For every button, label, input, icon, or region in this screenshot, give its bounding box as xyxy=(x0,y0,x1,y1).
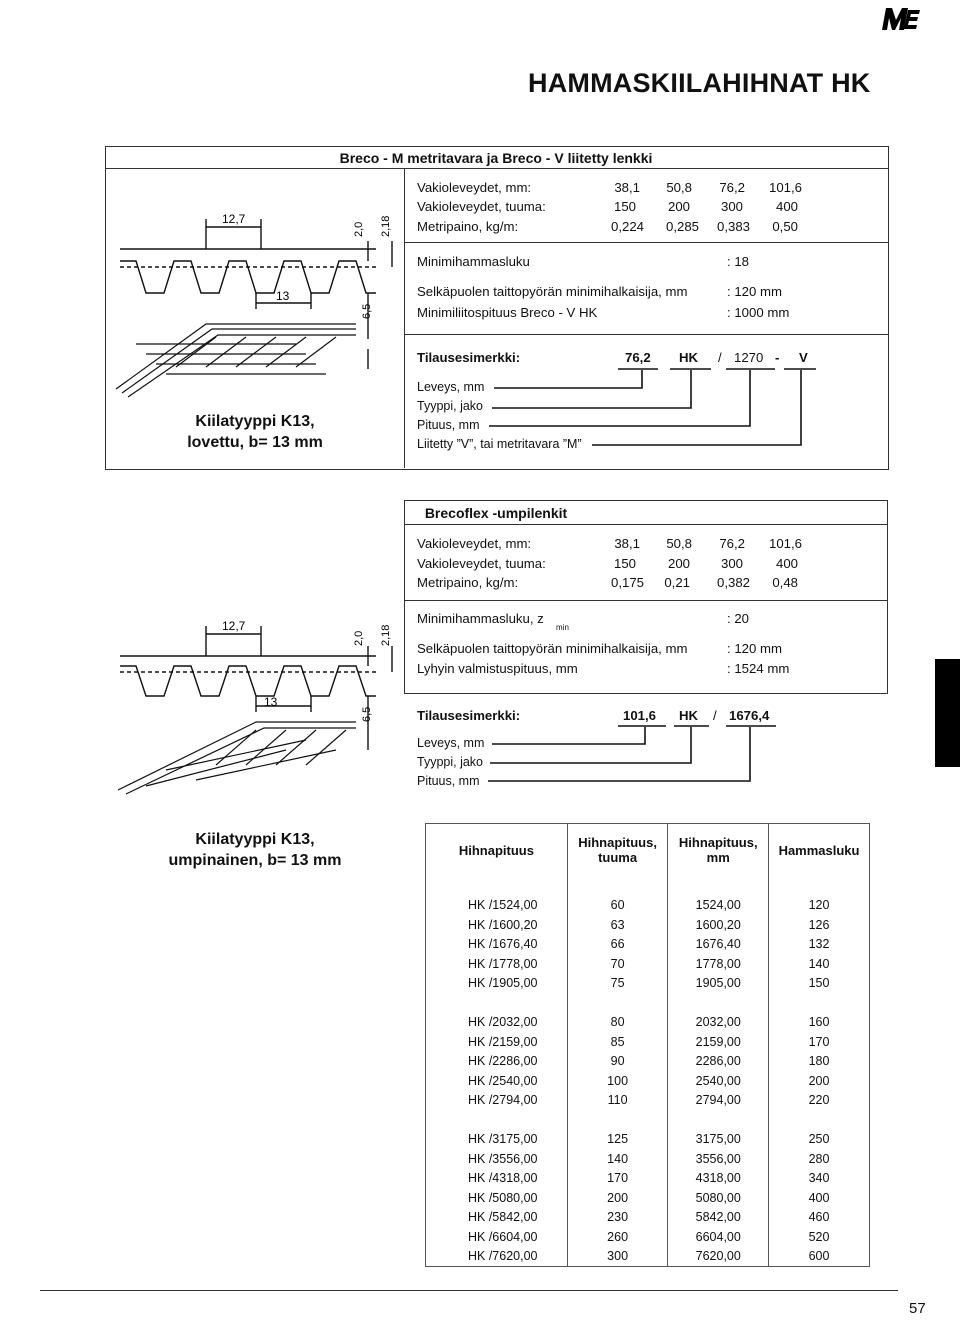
belt-diagram-notched xyxy=(106,169,403,399)
order-slash: / xyxy=(718,350,722,365)
table-row: HK /1905,00 75 1905,00 150 xyxy=(426,974,870,994)
section2-header: Brecoflex -umpilenkit xyxy=(424,505,568,521)
section-tab-marker xyxy=(935,659,960,767)
section2-row-label: Vakioleveydet, tuuma: xyxy=(417,556,546,571)
col-header: Hammasluku xyxy=(769,824,870,877)
legend-item: Tyyppi, jako xyxy=(417,755,484,769)
spec-label: Minimihammasluku xyxy=(417,254,530,269)
table-row: HK /1778,00 70 1778,00 140 xyxy=(426,954,870,974)
order-connector-lines xyxy=(404,360,888,460)
table-row: HK /2032,00 80 2032,00 160 xyxy=(426,1013,870,1033)
order-dash: - xyxy=(775,350,780,365)
section1-row-label: Vakioleveydet, tuuma: xyxy=(417,199,546,214)
section1-row-label: Vakioleveydet, mm: xyxy=(417,180,532,195)
company-logo xyxy=(880,4,922,32)
order-label: Tilausesimerkki: xyxy=(417,350,521,365)
col-header: Hihnapituus xyxy=(426,824,568,877)
table-row: HK /3175,00 125 3175,00 250 xyxy=(426,1130,870,1150)
page-title: HAMMASKIILAHIHNAT HK xyxy=(528,68,871,98)
svg-text:ME: ME xyxy=(880,4,882,5)
spec-label: Minimiliitospituus Breco - V HK xyxy=(417,305,598,320)
belt-diagram-solid xyxy=(106,600,403,800)
order-label: Tilausesimerkki: xyxy=(417,708,521,723)
table-row: HK /4318,00 170 4318,00 340 xyxy=(426,1169,870,1189)
section2-caption: Kiilatyyppi K13, umpinainen, b= 13 mm xyxy=(168,831,342,869)
svg-text:6,5: 6,5 xyxy=(361,303,373,319)
table-row: HK /5080,00 200 5080,00 400 xyxy=(426,1188,870,1208)
legend-item: Pituus, mm xyxy=(417,774,480,788)
spec-label: Minimihammasluku, z xyxy=(417,611,544,626)
order-slash: / xyxy=(713,708,717,723)
table-row: HK /2540,00 100 2540,00 200 xyxy=(426,1071,870,1091)
table-row: HK /3556,00 140 3556,00 280 xyxy=(426,1149,870,1169)
table-row: HK /1600,20 63 1600,20 126 xyxy=(426,915,870,935)
spec-label: Selkäpuolen taittopyörän minimihalkaisija, mm xyxy=(417,284,688,299)
table-row: HK /5842,00 230 5842,00 460 xyxy=(426,1208,870,1228)
legend-item: Tyyppi, jako xyxy=(417,399,484,413)
section2-row-label: Vakioleveydet, mm: xyxy=(417,536,532,551)
table-row: HK /6604,00 260 6604,00 520 xyxy=(426,1227,870,1247)
col-header: Hihnapituus, tuuma xyxy=(567,824,668,877)
table-row: HK /7620,00 300 7620,00 600 xyxy=(426,1247,870,1267)
svg-text:13: 13 xyxy=(276,289,290,303)
legend-item: Leveys, mm xyxy=(417,380,485,394)
legend-item: Leveys, mm xyxy=(417,736,485,750)
svg-text:2,18: 2,18 xyxy=(380,624,392,646)
order-width: 101,6 xyxy=(623,708,657,723)
order-type: HK xyxy=(679,350,699,365)
spec-value: : 20 xyxy=(727,611,749,626)
footer-rule xyxy=(40,1290,898,1291)
svg-text:6,5: 6,5 xyxy=(361,706,373,722)
svg-text:2,0: 2,0 xyxy=(353,221,365,237)
svg-text:2,18: 2,18 xyxy=(380,215,392,237)
section1-caption: Kiilatyyppi K13, lovettu, b= 13 mm xyxy=(187,413,323,451)
svg-text:2,0: 2,0 xyxy=(353,630,365,646)
page-number: 57 xyxy=(909,1300,926,1317)
table-row: HK /2794,00 110 2794,00 220 xyxy=(426,1091,870,1111)
section1-row-label: Metripaino, kg/m: xyxy=(417,219,519,234)
order-connector-lines xyxy=(404,718,888,798)
order-length: 1270 xyxy=(734,350,764,365)
legend-item: Liitetty ”V”, tai metritavara ”M” xyxy=(417,437,582,451)
table-row: HK /2286,00 90 2286,00 180 xyxy=(426,1052,870,1072)
table-row: HK /2159,00 85 2159,00 170 xyxy=(426,1032,870,1052)
spec-value: : 18 xyxy=(727,254,749,269)
order-type: HK xyxy=(679,708,699,723)
spec-value: : 1524 mm xyxy=(727,661,790,676)
svg-text:13: 13 xyxy=(264,695,278,709)
svg-text:12,7: 12,7 xyxy=(222,619,246,633)
section1-header: Breco - M metritavara ja Breco - V liitetty lenkki xyxy=(339,150,653,166)
spec-label: Selkäpuolen taittopyörän minimihalkaisija, mm xyxy=(417,641,688,656)
order-width: 76,2 xyxy=(625,350,651,365)
spec-label: Lyhyin valmistuspituus, mm xyxy=(417,661,578,676)
spec-value: : 120 mm xyxy=(727,641,782,656)
legend-item: Pituus, mm xyxy=(417,418,480,432)
section2-row-label: Metripaino, kg/m: xyxy=(417,575,519,590)
spec-subscript: min xyxy=(556,623,569,632)
order-joint: V xyxy=(799,350,808,365)
spec-value: : 1000 mm xyxy=(727,305,790,320)
svg-text:12,7: 12,7 xyxy=(222,212,246,226)
belt-length-table xyxy=(425,823,870,1267)
table-row: HK /1524,00 60 1524,00 120 xyxy=(426,896,870,916)
col-header: Hihnapituus, mm xyxy=(668,824,769,877)
order-length: 1676,4 xyxy=(729,708,770,723)
table-row: HK /1676,40 66 1676,40 132 xyxy=(426,935,870,955)
spec-value: : 120 mm xyxy=(727,284,782,299)
